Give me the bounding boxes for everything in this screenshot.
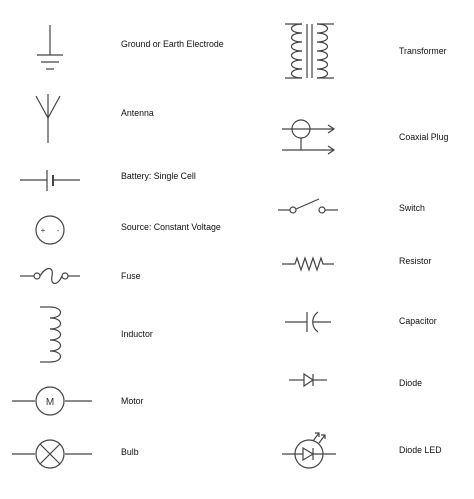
coaxial-plug-symbol (282, 120, 334, 154)
voltage-source-symbol (36, 216, 64, 244)
motor-label: Motor (121, 396, 144, 406)
fuse-label: Fuse (121, 271, 141, 281)
transformer-symbol (285, 24, 334, 78)
ground-label: Ground or Earth Electrode (121, 39, 224, 49)
transformer-label: Transformer (399, 46, 447, 56)
inductor-label: Inductor (121, 329, 153, 339)
fuse-symbol (20, 269, 80, 284)
voltage-source-label: Source: Constant Voltage (121, 222, 221, 232)
diode-symbol (289, 374, 327, 386)
capacitor-symbol (285, 312, 331, 332)
ground-symbol (37, 25, 63, 69)
inductor-symbol (40, 307, 61, 362)
diode-label: Diode (399, 378, 422, 388)
resistor-label: Resistor (399, 256, 432, 266)
antenna-symbol (36, 94, 60, 143)
battery-symbol (20, 170, 80, 191)
coaxial-plug-label: Coaxial Plug (399, 132, 449, 142)
switch-label: Switch (399, 203, 425, 213)
motor-symbol (12, 387, 92, 415)
capacitor-label: Capacitor (399, 316, 437, 326)
bulb-label: Bulb (121, 447, 139, 457)
antenna-label: Antenna (121, 108, 154, 118)
source-plus-sign: + (40, 226, 46, 235)
bulb-symbol (12, 440, 92, 468)
switch-symbol (278, 199, 338, 213)
diode-led-label: Diode LED (399, 445, 442, 455)
resistor-symbol (282, 258, 334, 270)
source-minus-sign: - (56, 226, 60, 235)
battery-label: Battery: Single Cell (121, 171, 196, 181)
motor-letter: M (45, 397, 55, 408)
diode-led-symbol (282, 433, 336, 468)
